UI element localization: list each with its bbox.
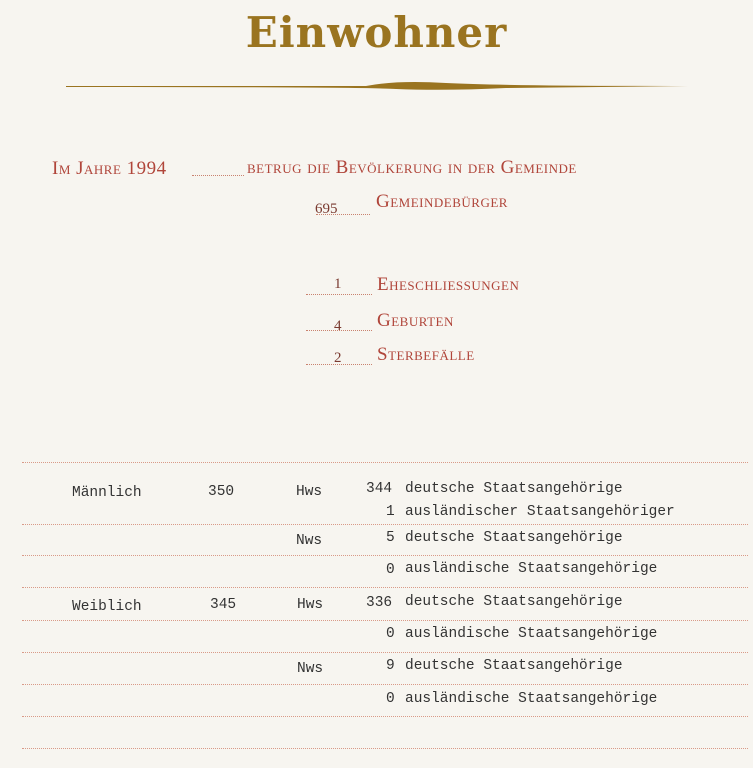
desc-cell: deutsche Staatsangehörige — [405, 530, 623, 546]
count-cell: 9 — [386, 658, 395, 674]
deaths-label: Sterbefälle — [377, 344, 475, 365]
marriages-count: 1 — [334, 276, 342, 292]
intro-prefix: Im Jahre 1994 — [52, 158, 167, 179]
intro-statement: betrug die Bevölkerung in der Gemeinde — [247, 157, 577, 178]
total-cell: 345 — [210, 597, 237, 613]
count-cell: 1 — [386, 504, 395, 520]
type-cell: Nws — [296, 533, 323, 549]
count-cell: 0 — [386, 626, 395, 642]
sex-cell: Männlich — [72, 485, 142, 501]
count-cell: 0 — [386, 562, 395, 578]
type-cell: Nws — [297, 661, 324, 677]
type-cell: Hws — [296, 484, 323, 500]
births-count: 4 — [334, 318, 342, 334]
total-cell: 350 — [208, 484, 235, 500]
desc-cell: ausländischer Staatsangehöriger — [405, 504, 675, 520]
page-title: Einwohner — [245, 8, 508, 57]
sex-cell: Weiblich — [72, 599, 142, 615]
desc-cell: deutsche Staatsangehörige — [405, 481, 623, 497]
row-divider — [22, 587, 748, 588]
desc-cell: ausländische Staatsangehörige — [405, 626, 658, 642]
row-divider — [22, 748, 748, 749]
dotted-leader — [306, 294, 372, 295]
row-divider — [22, 555, 748, 556]
decorative-divider — [66, 78, 688, 94]
row-divider — [22, 716, 748, 717]
row-divider — [22, 684, 748, 685]
dotted-leader — [192, 175, 244, 176]
row-divider — [22, 620, 748, 621]
births-label: Geburten — [377, 310, 454, 331]
desc-cell: ausländische Staatsangehörige — [405, 691, 658, 707]
type-cell: Hws — [297, 597, 324, 613]
count-cell: 0 — [386, 691, 395, 707]
marriages-label: Eheschliessungen — [377, 274, 520, 295]
count-cell: 5 — [386, 530, 395, 546]
population-count: 695 — [315, 201, 338, 217]
desc-cell: ausländische Staatsangehörige — [405, 561, 658, 577]
desc-cell: deutsche Staatsangehörige — [405, 594, 623, 610]
desc-cell: deutsche Staatsangehörige — [405, 658, 623, 674]
row-divider — [22, 524, 748, 525]
population-label: Gemeindebürger — [376, 191, 508, 212]
count-cell: 336 — [366, 595, 393, 611]
row-divider — [22, 652, 748, 653]
count-cell: 344 — [366, 481, 393, 497]
deaths-count: 2 — [334, 350, 342, 366]
row-divider — [22, 462, 748, 463]
